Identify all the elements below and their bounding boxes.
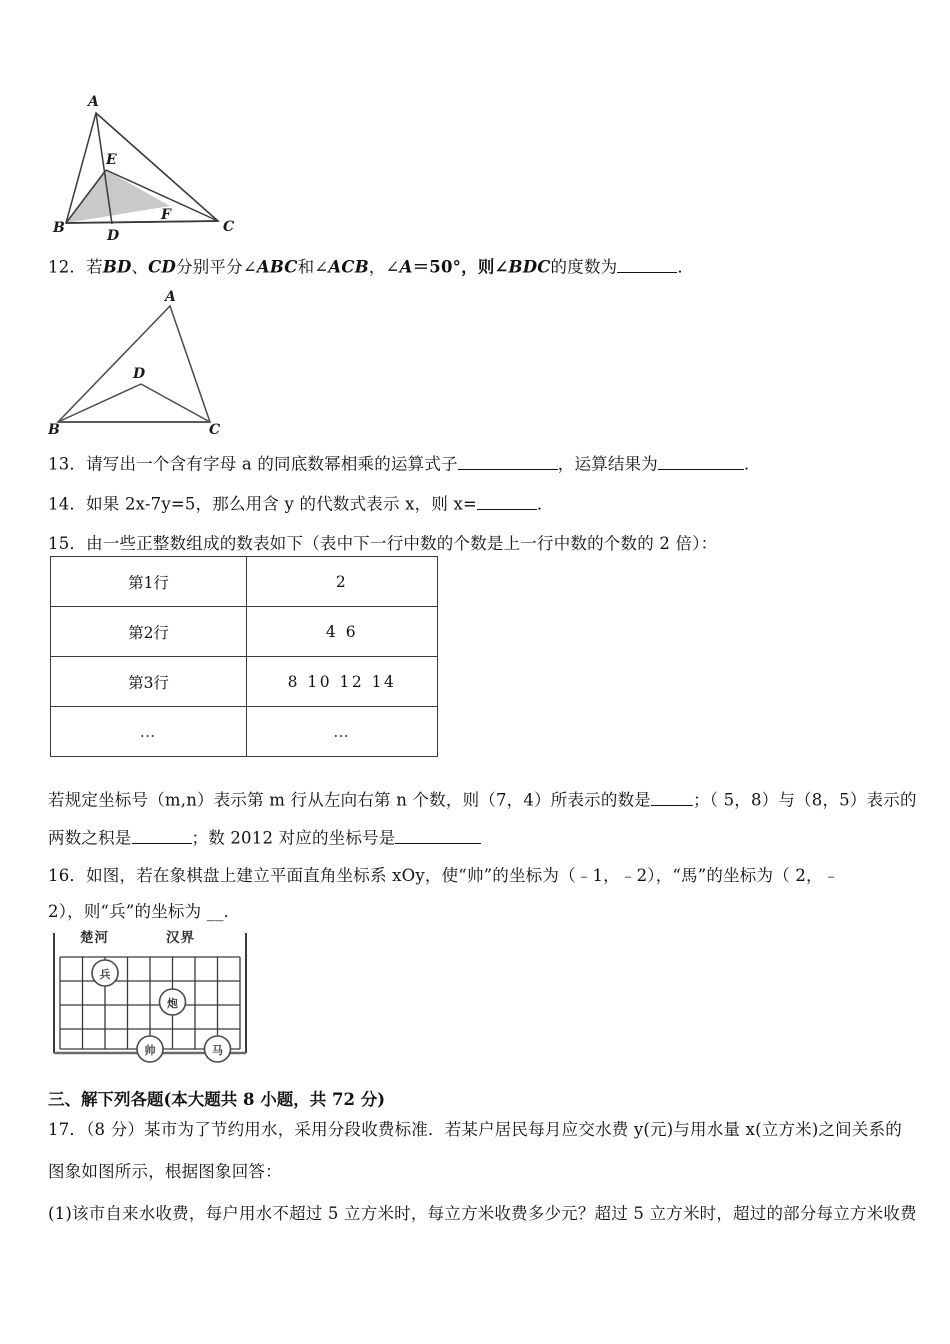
question-15-followup-text-a: 若规定坐标号（m,n）表示第 m 行从左向右第 n 个数，则（7，4）所表示的数是 — [48, 790, 651, 810]
chess-piece-shuai — [137, 1036, 163, 1062]
svg-text:C: C — [223, 219, 235, 235]
table-row-values: 4 6 — [247, 607, 438, 657]
segment-bd: BD — [102, 257, 132, 277]
table-row — [51, 707, 438, 757]
question-15-stem — [48, 532, 717, 557]
table-row-values: 2 — [247, 557, 438, 607]
table-row-label: 第2行 — [51, 607, 247, 657]
question-14-number: 14． — [48, 494, 87, 514]
table-row-values: 8 10 12 14 — [247, 657, 438, 707]
question-12-text-5: ＝50°，则∠ — [412, 257, 509, 277]
question-15-followup-text-d: ；数 2012 对应的坐标号是 — [191, 828, 396, 848]
question-13-tail: ． — [743, 454, 761, 474]
question-17-line-1 — [48, 1118, 902, 1143]
svg-text:A: A — [88, 94, 99, 110]
table-row-label: 第3行 — [51, 657, 247, 707]
svg-text:D: D — [133, 366, 146, 382]
question-13-text-1: 请写出一个含有字母 a 的同底数幂相乘的运算式子 — [86, 454, 458, 474]
question-14-answer-blank[interactable] — [477, 492, 537, 510]
question-13 — [48, 452, 761, 477]
river-label-right: 汉界 — [166, 930, 195, 946]
question-17-text-line-1: （8 分）某市为了节约用水，采用分段收费标准．若某户居民每月应交水费 y(元)与用水量 x(立方米)之间关系的 — [86, 1120, 902, 1139]
question-16-line-2 — [48, 900, 240, 925]
question-12-number: 12． — [48, 257, 87, 277]
question-13-text-2: ，运算结果为 — [557, 454, 658, 474]
svg-text:E: E — [106, 152, 117, 168]
chess-piece-ma — [205, 1036, 231, 1062]
number-table — [50, 556, 438, 757]
question-17-text-line-2: 图象如图所示，根据图象回答： — [48, 1162, 282, 1181]
question-13-answer-blank-2[interactable] — [658, 452, 744, 470]
svg-text:A: A — [165, 289, 176, 305]
svg-text:兵: 兵 — [99, 968, 111, 981]
table-row-label: 第1行 — [51, 557, 247, 607]
question-17-text-line-3: (1)该市自来水收费，每户用水不超过 5 立方米时，每立方米收费多少元？超过 5 立方米时，超过的部分每立方米收费 — [48, 1204, 917, 1223]
question-16-text-line-2: 2），则“兵”的坐标为 __． — [48, 902, 241, 921]
figure-triangle-abc-def — [48, 88, 248, 243]
question-14-text-1: 如果 2x-7y=5，那么用含 y 的代数式表示 x，则 x= — [86, 494, 478, 514]
angle-bdc: BDC — [508, 257, 551, 277]
svg-text:B: B — [53, 220, 65, 236]
angle-a: A — [399, 257, 413, 277]
question-17-number: 17． — [48, 1120, 87, 1139]
question-14-tail: ． — [537, 494, 554, 514]
svg-text:帅: 帅 — [144, 1044, 156, 1057]
angle-abc: ABC — [256, 257, 298, 277]
question-15-stem-text: 由一些正整数组成的数表如下（表中下一行中数的个数是上一行中数的个数的 2 倍）： — [86, 534, 718, 553]
question-12-text-4: ，∠ — [368, 257, 400, 277]
svg-text:B: B — [48, 422, 60, 436]
table-row — [51, 607, 438, 657]
question-12-text-1: 若 — [86, 257, 103, 277]
river-label-left: 楚河 — [80, 930, 109, 946]
svg-text:C: C — [209, 422, 221, 436]
question-12-text-6: 的度数为 — [550, 257, 618, 277]
question-12-tail: ． — [677, 257, 695, 277]
table-row-values: … — [247, 707, 438, 757]
question-12-text-2: 分别平分∠ — [176, 257, 257, 277]
question-15-followup-line-1 — [48, 788, 917, 813]
svg-text:马: 马 — [212, 1044, 223, 1057]
question-15-answer-blank-3[interactable] — [395, 826, 481, 844]
svg-text:炮: 炮 — [167, 997, 178, 1010]
question-13-number: 13． — [48, 454, 87, 474]
question-15-number: 15． — [48, 534, 87, 553]
question-15-followup-text-c: 两数之积是 — [48, 828, 132, 848]
table-row — [51, 557, 438, 607]
segment-cd: CD — [148, 257, 177, 277]
question-16-text-line-1: 如图，若在象棋盘上建立平面直角坐标系 xOy，使“帅”的坐标为（﹣1，﹣2），“馬”的坐标为（ 2，﹣ — [86, 866, 840, 885]
question-15-answer-blank-2[interactable] — [132, 826, 192, 844]
table-row-label: … — [51, 707, 247, 757]
chess-piece-bing — [92, 960, 118, 986]
question-16-line-1 — [48, 864, 839, 889]
question-12-answer-blank[interactable] — [617, 255, 677, 273]
svg-text:D: D — [107, 228, 120, 243]
question-15-followup-line-2 — [48, 826, 481, 851]
section-3-heading — [48, 1086, 385, 1110]
figure-chessboard — [48, 925, 253, 1067]
question-13-answer-blank-1[interactable] — [458, 452, 558, 470]
figure-triangle-abc-interior-d — [48, 288, 233, 436]
chess-piece-pao — [160, 989, 186, 1015]
question-17-line-2 — [48, 1160, 282, 1185]
svg-text:F: F — [161, 207, 171, 223]
question-15-answer-blank-1[interactable] — [651, 788, 693, 806]
question-12 — [48, 255, 908, 280]
section-3-heading-text: 三、解下列各题(本大题共 8 小题，共 72 分) — [48, 1090, 386, 1109]
question-14 — [48, 492, 554, 517]
angle-acb: ACB — [328, 257, 369, 277]
question-12-text-3: 和∠ — [297, 257, 329, 277]
question-16-number: 16． — [48, 866, 87, 885]
question-12-pause: 、 — [131, 257, 149, 277]
question-17-line-3 — [48, 1202, 917, 1227]
table-row — [51, 657, 438, 707]
question-15-followup-text-b: ；（ 5，8）与（8，5）表示的 — [692, 790, 917, 810]
